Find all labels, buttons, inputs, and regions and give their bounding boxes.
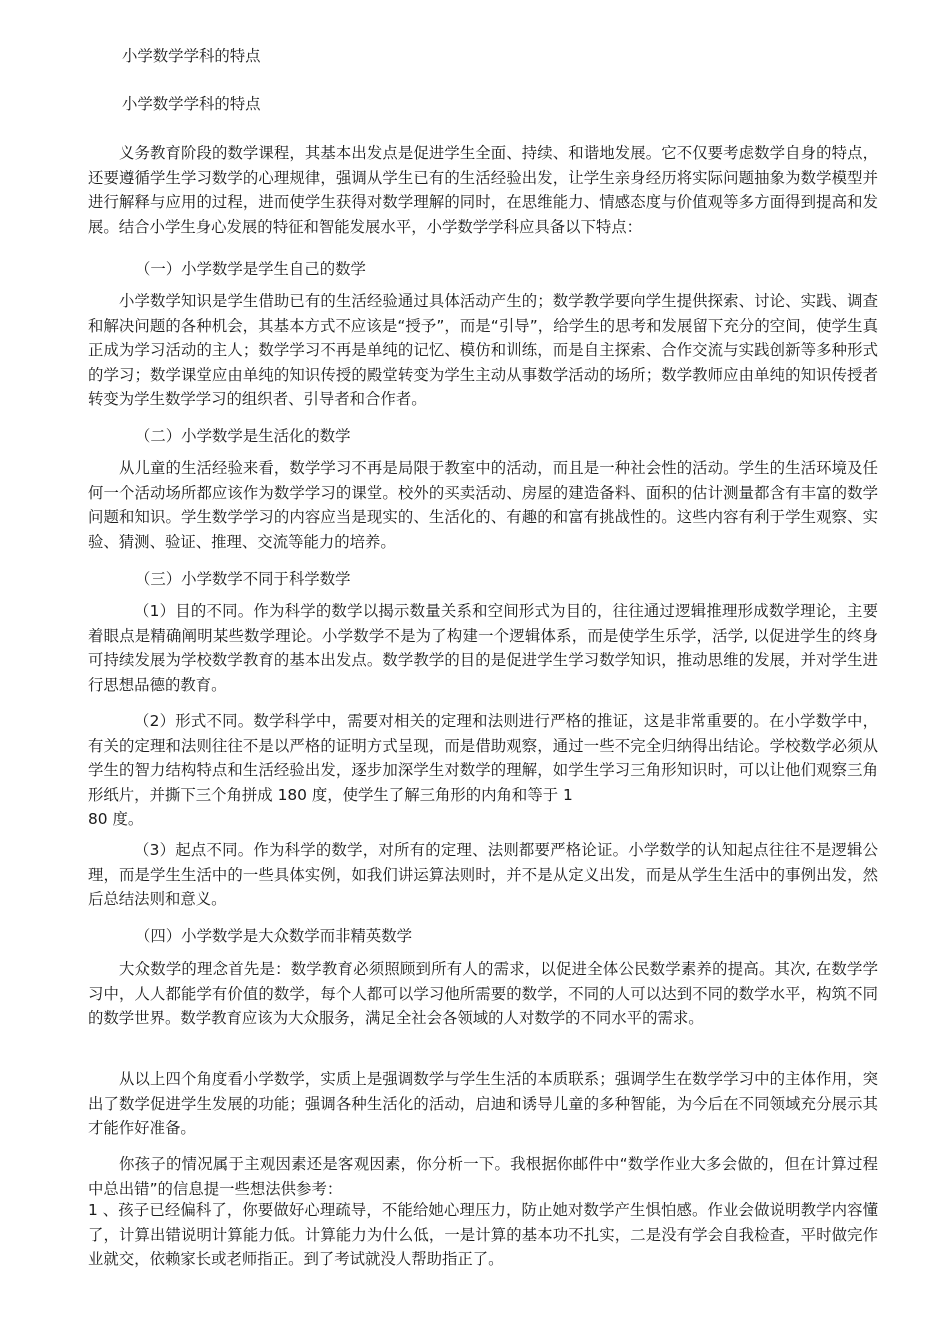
section-heading-1: （一）小学数学是学生自己的数学 <box>135 260 366 278</box>
section-heading-2: （二）小学数学是生活化的数学 <box>135 427 351 445</box>
page-header-title: 小学数学学科的特点 <box>122 47 261 65</box>
section-heading-4: （四）小学数学是大众数学而非精英数学 <box>135 927 413 945</box>
section-2-paragraph: 从儿童的生活经验来看，数学学习不再是局限于教室中的活动，而且是一种社会性的活动。学生的生活环境及任何一个活动场所都应该作为数学学习的课堂。校外的买卖活动、房屋的建造备料、面积的估计测量都含有丰富的数学问题和知识。学生数学学习的内容应当是现实的、生活化的、有趣的和富有挑战性的。这些内容有利于学生观察、实验、猜测、验证、推理、交流等能力的培养。 <box>88 459 878 551</box>
summary-paragraph: 从以上四个角度看小学数学，实质上是强调数学与学生生活的本质联系；强调学生在数学学习中的主体作用，突出了数学促进学生发展的功能；强调各种生活化的活动，启迪和诱导儿童的多种智能，为今后在不同领域充分展示其才能作好准备。 <box>88 1070 878 1137</box>
section-heading-3: （三）小学数学不同于科学数学 <box>135 570 351 588</box>
section-4-paragraph: 大众数学的理念首先是：数学教育必须照顾到所有人的需求，以促进全体公民数学素养的提高。其次, 在数学学习中，人人都能学有价值的数学，每个人都可以学习他所需要的数学，不同的人可以达到不同的数学水平，构筑不同的数学世界。数学教育应该为大众服务，满足全社会各领域的人对数学的不同水平的需求。 <box>88 960 878 1027</box>
intro-paragraph: 义务教育阶段的数学课程，其基本出发点是促进学生全面、持续、和谐地发展。它不仅要考虑数学自身的特点，还要遵循学生学习数学的心理规律，强调从学生已有的生活经验出发，让学生亲身经历将实际问题抽象为数学模型并进行解释与应用的过程，进而使学生获得对数学理解的同时，在思维能力、情感态度与价值观等多方面得到提高和发展。结合小学生身心发展的特征和智能发展水平，小学数学学科应具备以下特点： <box>88 144 878 236</box>
reply-paragraph: 你孩子的情况属于主观因素还是客观因素，你分析一下。我根据你邮件中“数学作业大多会做的，但在计算过程中总出错”的信息提一些想法供参考： <box>88 1155 878 1198</box>
section-3-point-3: （3）起点不同。作为科学的数学，对所有的定理、法则都要严格论证。小学数学的认知起点往往不是逻辑公理，而是学生生活中的一些具体实例，如我们讲运算法则时，并不是从定义出发，而是从学生生活中的事例出发，然后总结法则和意义。 <box>88 841 878 908</box>
section-3-point-2 <box>88 709 878 832</box>
section-3-point-1: （1）目的不同。作为科学的数学以揭示数量关系和空间形式为目的，往往通过逻辑推理形成数学理论，主要着眼点是精确阐明某些数学理论。小学数学不是为了构建一个逻辑体系，而是使学生乐学，活学, 以促进学生的终身可持续发展为学校数学教育的基本出发点。数学教学的目的是促进学生学习数学知识，推动思维的发展，并对学生进行思想品德的教育。 <box>88 602 878 694</box>
section-3-point-2-tail: 80 度。 <box>88 810 144 828</box>
section-3-point-2-text: （2）形式不同。数学科学中，需要对相关的定理和法则进行严格的推证，这是非常重要的。在小学数学中，有关的定理和法则往往不是以严格的证明方式呈现，而是借助观察，通过一些不完全归纳得出结论。学校数学必须从学生的智力结构特点和生活经验出发，逐步加深学生对数学的理解，如学生学习三角形知识时，可以让他们观察三角形纸片，并撕下三个角拼成 180 度，使学生了解三角形的内角和等于 1 <box>88 712 878 804</box>
section-1-paragraph: 小学数学知识是学生借助已有的生活经验通过具体活动产生的；数学教学要向学生提供探索、讨论、实践、调查和解决问题的各种机会，其基本方式不应该是“授予”，而是“引导”，给学生的思考和发展留下充分的空间，使学生真正成为学习活动的主人；数学学习不再是单纯的记忆、模仿和训练，而是自主探索、合作交流与实践创新等多种形式的学习；数学课堂应由单纯的知识传授的殿堂转变为学生主动从事数学活动的场所；数学教师应由单纯的知识传授者转变为学生数学学习的组织者、引导者和合作者。 <box>88 292 878 408</box>
advice-item-1: 1 、孩子已经偏科了，你要做好心理疏导，不能给她心理压力，防止她对数学产生惧怕感。作业会做说明教学内容懂了，计算出错说明计算能力低。计算能力为什么低，一是计算的基本功不扎实，二是没有学会自我检查，平时做完作业就交，依赖家长或老师指正。到了考试就没人帮助指正了。 <box>88 1201 878 1268</box>
document-title: 小学数学学科的特点 <box>122 95 261 113</box>
